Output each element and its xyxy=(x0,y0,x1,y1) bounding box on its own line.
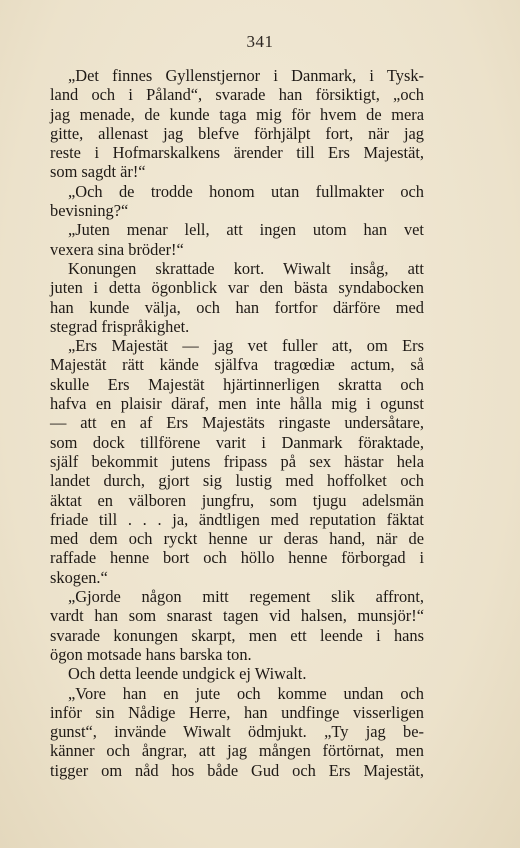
text-line: „Ers Majestät — jag vet fuller att, om Ers xyxy=(68,336,424,356)
body-text xyxy=(50,66,424,780)
text-line: äktat en välboren jungfru, som tjugu adelsmän xyxy=(50,490,424,510)
text-line: juten i detta ögonblick var den bästa syndabocken xyxy=(50,278,424,298)
text-line: med dem och ryckt henne ur deras hand, när de xyxy=(50,529,424,549)
text-line: jag menade, de kunde taga mig för hvem de mera xyxy=(50,104,424,124)
text-line: skulle Ers Majestät hjärtinnerligen skratta och xyxy=(50,374,424,394)
text-line: skogen.“ xyxy=(50,567,108,587)
text-line: som sagdt är!“ xyxy=(50,162,146,182)
text-line: själf bekommit jutens fripass på sex hästar hela xyxy=(50,451,424,471)
text-line: — att en af Ers Majestäts ringaste undersåtare, xyxy=(50,413,424,433)
text-line: gunst“, invände Wiwalt ödmjukt. „Ty jag be- xyxy=(50,722,424,742)
text-line: raffade henne bort och höllo henne förborgad i xyxy=(50,548,424,568)
text-line: „Juten menar lell, att ingen utom han vet xyxy=(68,220,424,240)
text-line: känner och ångrar, att jag mången förtörnat, men xyxy=(50,741,424,761)
text-line: ögon motsade hans barska ton. xyxy=(50,644,252,664)
text-line: vardt han som snarast tagen vid halsen, munsjör!“ xyxy=(50,606,424,626)
text-line: som dock tillförene varit i Danmark föraktade, xyxy=(50,432,424,452)
text-line: landet durch, gjort sig lustig med hoffolket och xyxy=(50,471,424,491)
text-line: han kunde välja, och han fortfor därföre med xyxy=(50,297,424,317)
text-line: vexera sina bröder!“ xyxy=(50,239,184,259)
text-line: svarade konungen skarpt, men ett leende i hans xyxy=(50,625,424,645)
text-line: reste i Hofmarskalkens ärender till Ers Majestät, xyxy=(50,143,424,163)
text-line: tigger om nåd hos både Gud och Ers Majestät, xyxy=(50,760,424,780)
text-line: friade till . . . ja, ändtligen med reputation fäktat xyxy=(50,509,424,529)
page-number: 341 xyxy=(246,32,274,51)
text-line: land och i Påland“, svarade han försiktigt, „och xyxy=(50,85,424,105)
text-line: „Det finnes Gyllenstjernor i Danmark, i Tysk- xyxy=(68,66,424,85)
text-line: inför sin Nådige Herre, han undfinge visserligen xyxy=(50,702,424,722)
text-line: „Gjorde någon mitt regement slik affront, xyxy=(68,587,424,607)
text-line: stegrad frispråkighet. xyxy=(50,316,190,336)
text-line: gitte, allenast jag blefve förhjälpt fort, när jag xyxy=(50,123,424,143)
text-line: Konungen skrattade kort. Wiwalt insåg, att xyxy=(68,258,424,278)
text-line: Och detta leende undgick ej Wiwalt. xyxy=(68,664,307,684)
text-line: „Vore han en jute och komme undan och xyxy=(68,683,424,703)
text-line: bevisning?“ xyxy=(50,201,129,221)
text-line: hafva en plaisir däraf, men inte hålla mig i ogunst xyxy=(50,394,424,414)
text-line: „Och de trodde honom utan fullmakter och xyxy=(68,181,424,201)
text-line: Majestät rätt kände själfva tragœdiæ actum, så xyxy=(50,355,424,375)
